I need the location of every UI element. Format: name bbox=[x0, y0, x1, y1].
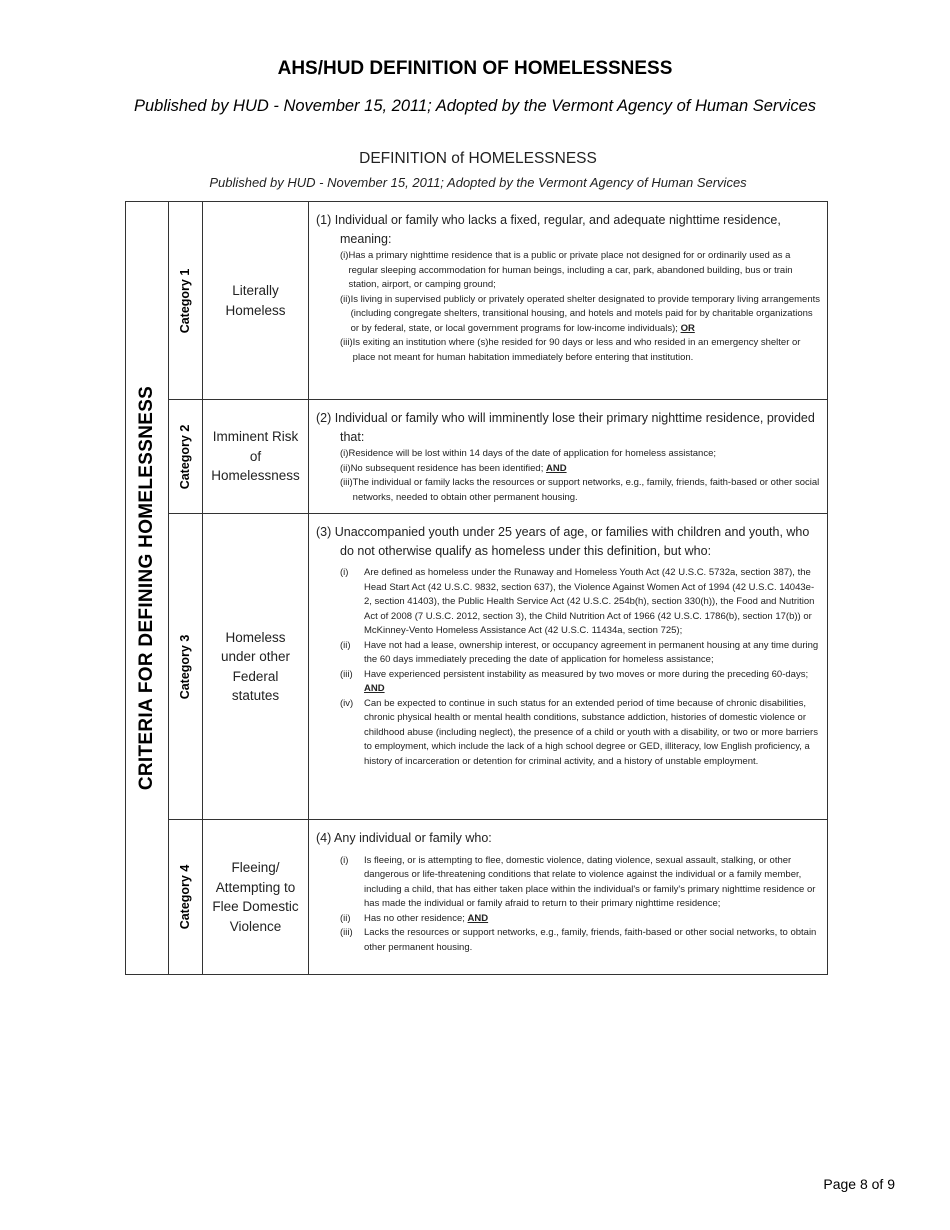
category-row-3 bbox=[168, 514, 827, 820]
category-label-cell bbox=[168, 820, 203, 974]
list-item bbox=[340, 668, 821, 697]
page-title: AHS/HUD DEFINITION OF HOMELESSNESS bbox=[277, 58, 673, 79]
item-number: (i) bbox=[340, 448, 349, 459]
item-number: (iii) bbox=[340, 927, 353, 938]
item-text bbox=[364, 854, 821, 912]
category-row-4 bbox=[168, 820, 827, 974]
list-item bbox=[340, 926, 821, 955]
definition-cell bbox=[309, 514, 827, 819]
item-text bbox=[348, 447, 821, 462]
definition-lead: (3) Unaccompanied youth under 25 years of age, or families with children and youth, who do not otherwise qualify as homeless under this definition, but who: bbox=[316, 525, 810, 558]
category-label-cell bbox=[168, 514, 203, 819]
definition-lead: (4) Any individual or family who: bbox=[316, 831, 492, 845]
list-item bbox=[340, 447, 821, 462]
category-label: Category 2 bbox=[178, 424, 192, 489]
figure-title: DEFINITION of HOMELESSNESS bbox=[359, 150, 597, 167]
item-text bbox=[364, 912, 821, 927]
category-name-cell bbox=[203, 400, 309, 513]
conjunction: AND bbox=[467, 912, 489, 924]
item-text bbox=[353, 336, 821, 365]
criteria-list bbox=[316, 854, 821, 956]
criteria-column bbox=[126, 202, 169, 974]
item-body: No subsequent residence has been identified; bbox=[350, 462, 546, 474]
list-item bbox=[340, 462, 821, 477]
item-number: (ii) bbox=[340, 462, 351, 474]
item-number: (i) bbox=[340, 854, 349, 866]
conjunction: AND bbox=[545, 462, 567, 474]
criteria-label: CRITERIA FOR DEFINING HOMELESSNESS bbox=[136, 385, 157, 791]
category-row-2 bbox=[168, 400, 827, 514]
list-item bbox=[340, 249, 821, 293]
list-item bbox=[340, 476, 821, 505]
criteria-list bbox=[316, 249, 821, 365]
list-item bbox=[340, 854, 821, 912]
category-row-1 bbox=[168, 202, 827, 400]
item-number: (ii) bbox=[340, 912, 351, 924]
list-item bbox=[340, 697, 821, 770]
definition-cell bbox=[309, 202, 827, 399]
item-text bbox=[364, 926, 821, 955]
item-number: (iii) bbox=[340, 668, 353, 680]
item-body: Lacks the resources or support networks, e.g., family, friends, faith-based or other social networks, to obtain other permanent housing. bbox=[364, 927, 817, 953]
list-item bbox=[340, 639, 821, 668]
item-number: (ii) bbox=[340, 293, 351, 305]
item-number: (ii) bbox=[340, 639, 351, 651]
item-text bbox=[364, 668, 821, 697]
item-text bbox=[364, 639, 821, 668]
category-label: Category 3 bbox=[178, 634, 192, 699]
item-body: Is living in supervised publicly or privately operated shelter designated to provide temporary living arrangements (including congregate shelters, transitional housing, and hotels and motels paid for by charitable organizations or by federal, state, or local government programs for low-income individuals); bbox=[350, 293, 821, 334]
item-text bbox=[364, 697, 821, 770]
category-name: Homeless under other Federal statutes bbox=[220, 629, 291, 703]
category-name-cell bbox=[203, 820, 309, 974]
item-number: (iii) bbox=[340, 337, 353, 348]
criteria-list bbox=[316, 447, 821, 505]
item-body: Has a primary nighttime residence that is a public or private place not designed for or ordinarily used as a regular sleeping accommodation for human beings, including a car, park, abandoned building, bus or train station, airport, or camping ground; bbox=[348, 250, 793, 290]
item-body: The individual or family lacks the resources or support networks, e.g., family, friends, faith-based or other social networks, needed to obtain other permanent housing. bbox=[352, 477, 820, 503]
item-body: Can be expected to continue in such status for an extended period of time because of chronic disabilities, chronic physical health or mental health conditions, substance addiction, histories of domestic violence or childhood abuse (including neglect), the presence of a child or youth with a disability, or two or more barriers to employment, which include the lack of a high school degree or GED, illiteracy, low English proficiency, a history of incarceration or detention for criminal activity, and a history of unstable employment. bbox=[364, 697, 818, 767]
page-subtitle: Published by HUD - November 15, 2011; Adopted by the Vermont Agency of Human Services bbox=[133, 97, 817, 115]
item-text bbox=[364, 566, 821, 639]
definition-cell bbox=[309, 820, 827, 974]
list-item bbox=[340, 912, 821, 927]
item-number: (i) bbox=[340, 250, 349, 261]
item-body: Is exiting an institution where (s)he resided for 90 days or less and who resided in an emergency shelter or place not meant for human habitation immediately before entering that institution. bbox=[352, 337, 801, 363]
definition-lead: (2) Individual or family who will imminently lose their primary nighttime residence, provided that: bbox=[316, 411, 815, 444]
definition-cell bbox=[309, 400, 827, 513]
item-body: Are defined as homeless under the Runaway and Homeless Youth Act (42 U.S.C. 5732a, section 387), the Head Start Act (42 U.S.C. 9832, section 637), the Violence Against Women Act of 1994 (42 U.S.C. 14043e-2, section 41403), the Public Health Service Act (42 U.S.C. 254b(h), section 330(h)), the Food and Nutrition Act of 2008 (7 U.S.C. 2012, section 3), the Child Nutrition Act of 1966 (42 U.S.C. 1786(b), section 17(b)) or McKinney-Vento Homeless Assistance Act (42 U.S.C. 11434a, section 725); bbox=[364, 567, 815, 636]
figure-subtitle: Published by HUD - November 15, 2011; Adopted by the Vermont Agency of Human Services bbox=[209, 175, 747, 190]
item-number: (iii) bbox=[340, 477, 353, 488]
definition-lead: (1) Individual or family who lacks a fixed, regular, and adequate nighttime residence, meaning: bbox=[316, 213, 781, 246]
category-name: Literally Homeless bbox=[225, 283, 286, 318]
list-item bbox=[340, 566, 821, 639]
list-item bbox=[340, 293, 821, 337]
page-number: Page 8 of 9 bbox=[823, 1176, 895, 1192]
item-body: Has no other residence; bbox=[364, 912, 468, 924]
category-name: Imminent Risk of Homelessness bbox=[211, 429, 300, 484]
item-text bbox=[351, 293, 821, 337]
category-name-cell bbox=[203, 514, 309, 819]
criteria-list bbox=[316, 566, 821, 769]
item-body: Have experienced persistent instability as measured by two moves or more during the preceding 60-days; bbox=[364, 668, 809, 680]
category-name: Fleeing/ Attempting to Flee Domestic Violence bbox=[212, 860, 299, 934]
item-body: Is fleeing, or is attempting to flee, domestic violence, dating violence, sexual assault, stalking, or other dangerous or life-threatening conditions that relate to violence against the individual or a family member, including a child, that has either taken place within the individual's or family's primary nighttime residence or has made the individual or family afraid to return to their primary nighttime residence; bbox=[364, 854, 816, 909]
item-body: Residence will be lost within 14 days of the date of application for homeless assistance; bbox=[348, 448, 716, 459]
category-name-cell bbox=[203, 202, 309, 399]
item-text bbox=[348, 249, 821, 293]
definition-table bbox=[125, 201, 828, 975]
conjunction: AND bbox=[364, 683, 385, 694]
item-text bbox=[353, 476, 821, 505]
category-label: Category 4 bbox=[178, 864, 192, 930]
item-body: Have not had a lease, ownership interest, or occupancy agreement in permanent housing at any time during the 60 days immediately preceding the date of application for homeless assistance; bbox=[364, 639, 819, 665]
item-number: (i) bbox=[340, 567, 349, 578]
category-label-cell bbox=[168, 202, 203, 399]
list-item bbox=[340, 336, 821, 365]
category-label-cell bbox=[168, 400, 203, 513]
conjunction: OR bbox=[680, 322, 695, 334]
item-text bbox=[351, 462, 821, 477]
item-number: (iv) bbox=[340, 697, 354, 709]
category-label: Category 1 bbox=[178, 268, 192, 333]
